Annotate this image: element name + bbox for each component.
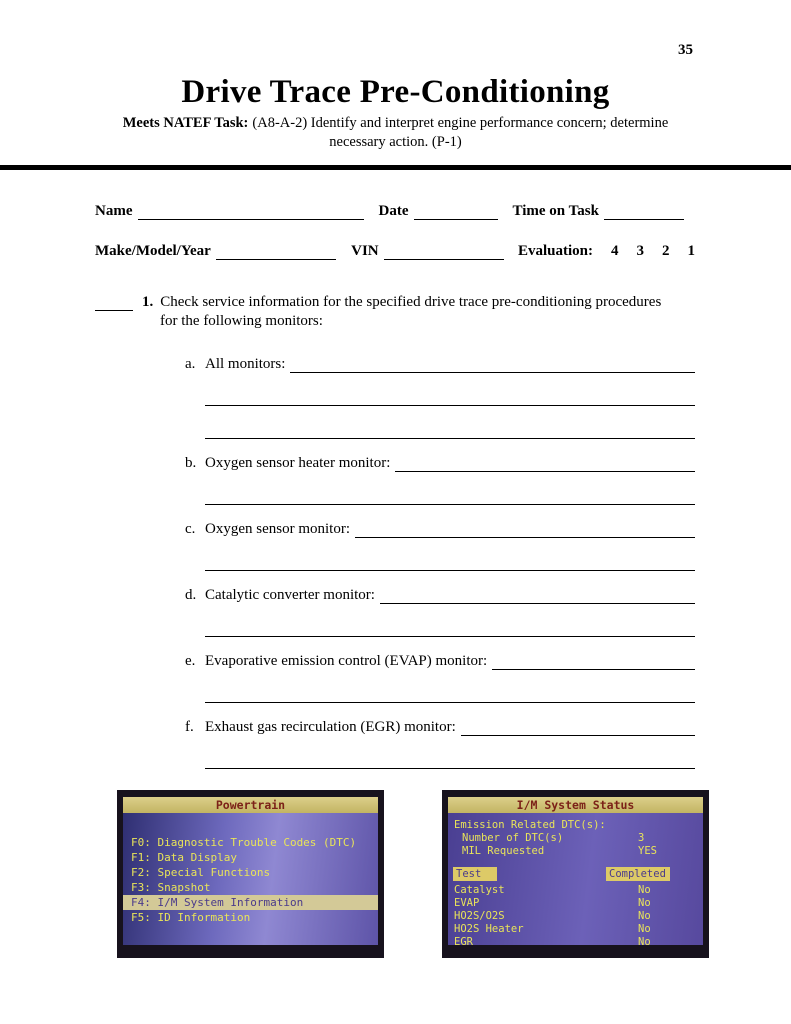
menu-item: F5: ID Information xyxy=(131,911,251,925)
im-row-label: Number of DTC(s) xyxy=(462,832,564,845)
powertrain-menu xyxy=(123,813,378,945)
im-status-body xyxy=(448,813,703,949)
divider-rule xyxy=(0,165,791,170)
task-1-head xyxy=(95,294,695,311)
evaluation-label: Evaluation: xyxy=(517,243,593,260)
natef-task-text xyxy=(0,114,791,152)
evaluation-value: 4 xyxy=(611,243,619,260)
page-header xyxy=(0,0,791,152)
item-label: Catalytic converter monitor: xyxy=(205,587,375,604)
form-row-vehicle xyxy=(95,243,695,260)
task-check-blank xyxy=(95,298,133,311)
im-row-value: 3 xyxy=(638,832,645,845)
menu-item: F1: Data Display xyxy=(131,851,237,865)
im-row xyxy=(448,923,703,936)
im-row-value: No xyxy=(638,884,651,897)
natef-task-line1: (A8-A-2) Identify and interpret engine performance concern; determine xyxy=(252,115,669,131)
item-letter: b. xyxy=(185,455,197,472)
answer-line xyxy=(290,359,695,373)
name-blank xyxy=(138,205,364,220)
answer-line xyxy=(205,670,695,703)
item-label: Evaporative emission control (EVAP) monitor: xyxy=(205,653,488,670)
task-item-row xyxy=(185,505,695,538)
answer-line xyxy=(205,406,695,439)
item-label: All monitors: xyxy=(205,356,286,373)
item-extra-lines xyxy=(205,472,695,505)
im-row-value: No xyxy=(638,923,651,936)
powertrain-screen-photo xyxy=(117,790,384,958)
task-item xyxy=(185,439,695,505)
im-row-label: Catalyst xyxy=(454,884,505,897)
item-extra-lines xyxy=(205,373,695,439)
item-extra-lines xyxy=(205,736,695,769)
answer-line xyxy=(355,524,695,538)
task-text-line1: Check service information for the specified drive trace pre-conditioning procedures xyxy=(160,294,662,311)
answer-line xyxy=(395,458,695,472)
im-row xyxy=(448,832,703,845)
im-row-value: No xyxy=(638,897,651,910)
im-row-value: No xyxy=(638,910,651,923)
completed-column-header: Completed xyxy=(606,867,670,881)
im-row-label: EGR xyxy=(454,936,473,949)
im-row-label: HO2S Heater xyxy=(454,923,524,936)
task-item-row xyxy=(185,637,695,670)
page-number: 35 xyxy=(678,42,693,58)
menu-item: F3: Snapshot xyxy=(131,881,211,895)
item-label: Exhaust gas recirculation (EGR) monitor: xyxy=(205,719,456,736)
natef-task-line2: necessary action. (P-1) xyxy=(329,134,462,151)
im-row-value: YES xyxy=(638,845,657,858)
im-status-screen-photo xyxy=(442,790,709,958)
answer-line xyxy=(380,590,695,604)
task-number: 1. xyxy=(142,294,154,311)
answer-line xyxy=(205,538,695,571)
make-model-year-blank xyxy=(216,245,336,260)
scan-tool-screens xyxy=(117,790,695,958)
im-row-value: No xyxy=(638,936,651,949)
item-letter: a. xyxy=(185,356,196,373)
task-item-row xyxy=(185,340,695,373)
date-blank xyxy=(414,205,498,220)
vin-blank xyxy=(384,245,504,260)
time-on-task-label: Time on Task xyxy=(512,203,599,220)
item-label: Oxygen sensor heater monitor: xyxy=(205,455,391,472)
natef-task-label: Meets NATEF Task: xyxy=(122,115,249,131)
im-status-screen-title: I/M System Status xyxy=(448,797,703,813)
item-letter: e. xyxy=(185,653,196,670)
task-1 xyxy=(95,294,695,769)
emission-dtc-header: Emission Related DTC(s): xyxy=(454,819,606,832)
task-item xyxy=(185,340,695,439)
task-item-row xyxy=(185,703,695,736)
im-table-header xyxy=(448,867,703,882)
powertrain-screen-title: Powertrain xyxy=(123,797,378,813)
task-item xyxy=(185,703,695,769)
menu-item: F0: Diagnostic Trouble Codes (DTC) xyxy=(131,836,357,850)
task-item xyxy=(185,505,695,571)
item-letter: f. xyxy=(185,719,194,736)
answer-line xyxy=(461,722,695,736)
im-row xyxy=(448,936,703,949)
make-model-year-label: Make/Model/Year xyxy=(95,243,211,260)
task-item-list xyxy=(185,340,695,769)
item-letter: c. xyxy=(185,521,196,538)
name-label: Name xyxy=(95,203,133,220)
answer-line xyxy=(205,373,695,406)
im-row xyxy=(448,897,703,910)
im-row xyxy=(448,910,703,923)
item-label: Oxygen sensor monitor: xyxy=(205,521,350,538)
date-label: Date xyxy=(378,203,409,220)
evaluation-values xyxy=(593,243,695,260)
im-row xyxy=(448,884,703,897)
im-row-label: EVAP xyxy=(454,897,480,910)
answer-line xyxy=(492,656,695,670)
evaluation-value: 2 xyxy=(662,243,670,260)
im-info-rows xyxy=(448,832,703,858)
menu-item-selected: F4: I/M System Information xyxy=(123,895,378,910)
im-row-label: MIL Requested xyxy=(462,845,545,858)
form-row-identity xyxy=(95,203,695,220)
vin-label: VIN xyxy=(351,243,379,260)
evaluation-value: 3 xyxy=(636,243,644,260)
test-column-header: Test xyxy=(453,867,497,881)
im-monitor-rows xyxy=(448,884,703,949)
im-row-label: HO2S/O2S xyxy=(454,910,505,923)
task-item xyxy=(185,571,695,637)
evaluation-value: 1 xyxy=(687,243,695,260)
menu-item: F2: Special Functions xyxy=(131,866,271,880)
answer-line xyxy=(205,736,695,769)
task-item-row xyxy=(185,571,695,604)
im-row xyxy=(448,845,703,858)
time-on-task-blank xyxy=(604,205,684,220)
answer-line xyxy=(205,604,695,637)
answer-line xyxy=(205,472,695,505)
item-extra-lines xyxy=(205,604,695,637)
task-item xyxy=(185,637,695,703)
item-extra-lines xyxy=(205,670,695,703)
item-extra-lines xyxy=(205,538,695,571)
item-letter: d. xyxy=(185,587,197,604)
task-text-line2: for the following monitors: xyxy=(160,313,323,330)
task-item-row xyxy=(185,439,695,472)
page-title: Drive Trace Pre-Conditioning xyxy=(181,74,610,110)
